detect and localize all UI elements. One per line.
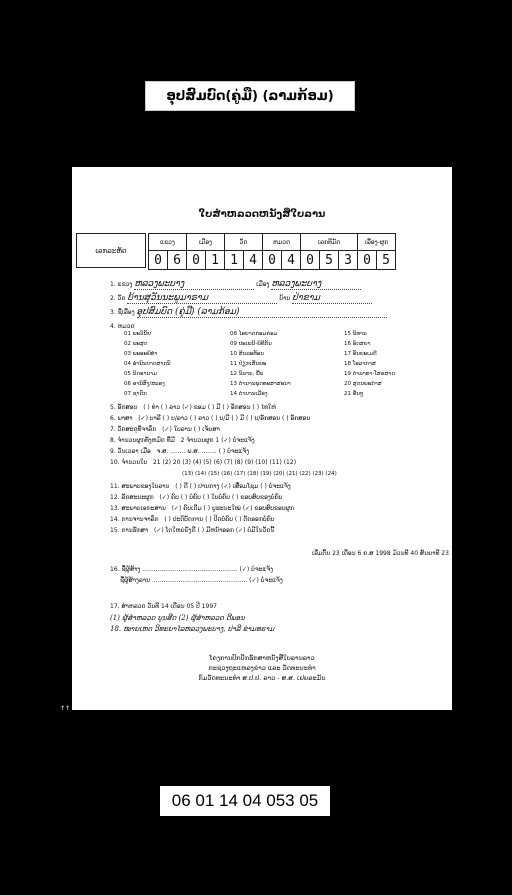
code-header: ຫມວດ — [263, 234, 301, 251]
category-item: 08 ໄອຍາດກ່ອມຄ່ອມ — [230, 331, 278, 337]
category-item: 19 ຕຳລາທາ-ໂສຣສາດ — [344, 371, 396, 377]
code-label: ເລກລະຫັດ — [76, 233, 146, 268]
code-digit: 4 — [244, 251, 263, 270]
temple-value: ບ້ານສຸວັນນະພູມາຣາມ — [127, 293, 277, 304]
code-digit: 0 — [149, 251, 168, 270]
category-item: 02 ພະສູດ — [124, 341, 148, 347]
field-province: 1. ແຂວງ ຫລວງພະບາງ ເມືອງ ຫລວງພະບາງ — [110, 279, 361, 290]
header-label: ອຸປສົມບົດ(ຄູ່ມື) (ລາມກ້ອມ) — [145, 81, 355, 111]
category-item: 01 ພະວິນັຍ — [124, 331, 151, 337]
field-surveyors: (1) ຜູ້ສຳຫລວດ ບຸນສີດ (2) ຜູ້ສຳຫລວດ ດີພອນ — [110, 614, 245, 622]
footer-line: ກົມວັດທະນະທຳ ສ.ປ.ປ. ລາວ - ສ.ສ. ເຢຍລະມັນ — [198, 674, 326, 682]
condition-row: 14. ການຈານຈາລຶກ ( ) ປະຕິບັດການ ( ) ປິດບໍ່ຄົບ ( ) ຕັດອອກບໍ່ຄົບ — [110, 516, 275, 523]
code-digit: 0 — [358, 251, 377, 270]
category-item: 11 ປ່ຽກເສັນພະ — [230, 361, 267, 367]
footer-line: ກະຊວງຖະແຫລງຂ່າວ ແລະ ວັດທະນະທຳ — [208, 664, 316, 672]
category-item: 15 ນິທານ — [344, 331, 367, 337]
category-item: 06 ອານິສົງ/ສລອງ — [124, 381, 165, 387]
condition-row: 15. ການຮັກສາ (✓) ໂຕໃຫຍ່ຍັງດີ ( ) ມີຫນ້າອອກ (✓) ບໍ່ມີໃນວັດນີ້ — [110, 527, 275, 534]
category-item: 10 ສິນລະທັອນ — [230, 351, 264, 357]
category-item: 14 ຕຳນານເມືອງ — [230, 391, 268, 397]
attribute-row: 9. ວັນເວລາ ເມື່ອ ຈ.ສ. ........ ພ.ສ. ........ ( ) ບໍ່ຈະແຈ້ງ — [110, 448, 249, 455]
category-item: 21 ອື່ນໆ — [344, 391, 364, 397]
field-temple: 2. ວັດ ບ້ານສຸວັນນະພູມາຣາມ ບ້ານ ປ່າຂາມ — [110, 293, 372, 304]
shelf-info: ເລີ່ມຕົ້ນ 23 ເດືອນ 6 ຄ.ສ 1998 ມ້ວນທີ 40 ສັນຍາທີ 23 — [312, 550, 449, 557]
field-creator-manuscript: ຊື່ຜູ້ສ້າງລານ .................................................. (✓) ບໍ່ຈະແຈ້ງ — [120, 577, 283, 584]
province-value: ຫລວງພະບາງ — [134, 279, 254, 290]
document-footer — [72, 653, 452, 683]
attribute-row: 10. ຈຳນວນໃບ 21 (2) 20 (3) (4) (5) (6) (7) (8) (9) (10) (11) (12) — [110, 459, 297, 466]
code-digit: 6 — [168, 251, 187, 270]
code-header: ເມືອງ — [187, 234, 225, 251]
field-creator: 16. ຊື່ຜູ້ສ້າງ .................................................. (✓) ບໍ່ຈະແຈ້ງ — [110, 566, 274, 573]
code-header: ເລື່ອງ-ຜູກ — [358, 234, 396, 251]
category-item: 07 ຊາດົກ — [124, 391, 147, 397]
field-title: 3. ຊື່ເລື່ອງ ອຸປສົມບົດ (ຄູ່ມື) (ລາມກ້ອມ) — [110, 307, 387, 318]
category-item: 04 ອຳນິນບາດສາກນ໌ — [124, 361, 171, 367]
category-item: 05 ນິດອານາມ — [124, 371, 157, 377]
category-item: 20 ສຸດນພະກຳສ — [344, 381, 382, 387]
category-item: 13 ຕຳນານພຸດທະສາສະນາ — [230, 381, 291, 387]
condition-row: 11. ສະພາບຂອງໃບລານ ( ) ດີ ( ) ປານກາງ (✓) ເສື່ອມໂຊມ ( ) ບໍ່ຈະແຈ້ງ — [110, 483, 291, 490]
attribute-row: 7. ວັດສະດຸທີ່ຈາລຶກ (✓) ໃບລານ ( ) ເຈ້ຍສາ — [110, 426, 220, 433]
code-table — [148, 233, 396, 270]
corner-mark: ↑↑ — [60, 705, 71, 712]
code-digit: 4 — [282, 251, 301, 270]
category-item: 03 ພະອະພິທຳ — [124, 351, 158, 357]
code-header: ເລກທີມັດ — [301, 234, 358, 251]
code-digit: 5 — [320, 251, 339, 270]
code-digit: 0 — [301, 251, 320, 270]
field-survey-date: 17. ສຳຫລວດ ວັນທີ 14 ເດືອນ 05 ປີ 1997 — [110, 603, 217, 610]
district-value: ຫລວງພະບາງ — [271, 279, 361, 290]
category-item: 17 ອັນຍະເມດີ — [344, 351, 377, 357]
bottom-code-label: 06 01 14 04 053 05 — [160, 786, 330, 816]
code-digit: 0 — [263, 251, 282, 270]
code-header: ແຂວງ — [149, 234, 187, 251]
category-item: 09 ປະເພນີ-ພິທີກັນ — [230, 341, 272, 347]
code-digit: 5 — [377, 251, 396, 270]
column-numbers: (13) (14) (15) (16) (17) (18) (19) (20) (21) (22) (23) (24) — [182, 471, 337, 477]
code-digit: 1 — [225, 251, 244, 270]
code-header: ວັດ — [225, 234, 263, 251]
category-heading: 4. ຫມວດ — [110, 323, 135, 330]
category-item: 12 ນິລານ, ພື້ນ — [230, 371, 264, 377]
attribute-row: 5. ອັກສອນ ( ) ທຳ ( ) ລາວ (✓) ຂອມ ( ) ມີ ( ) ອັກສອນ ( ) ໄທໃຫ່ — [110, 404, 277, 411]
code-digit: 0 — [187, 251, 206, 270]
category-item: 18 ໂອລາກາສ — [344, 361, 376, 367]
attribute-row: 6. ພາສາ (✓) ບາລີ ( ) ບ/ລາວ ( ) ລາວ ( ) ບ/ມີ ( ) ມີ ( ) ບ/ອັກສອນ ( ) ອັກສອນ — [110, 415, 311, 422]
code-digit: 1 — [206, 251, 225, 270]
document-title: ໃບສຳຫລວດຫນັງສືໃບລານ — [198, 209, 326, 220]
footer-line: ໂຄງການປົກປັກຮັກສາຫນັງສືໃບລານລາວ — [209, 654, 315, 662]
code-digit: 3 — [339, 251, 358, 270]
village-value: ປ່າຂາມ — [292, 293, 372, 304]
attribute-row: 8. ຈຳນວນຜູກທັງຫມົດ ທີ່ມີ 2 ຈຳນວນຜູກ 1 (✓) ບໍ່ຈະແຈ້ງ — [110, 437, 255, 444]
condition-row: 12. ລັກສະນະຜູກ (✓) ຄົບ ( ) ບໍ່ຄົບ ( ) ໃບບໍ່ຄົບ ( ) ຂອບສົບຂອງບໍ່ຄົບ — [110, 494, 283, 501]
title-value: ອຸປສົມບົດ (ຄູ່ມື) (ລາມກ້ອມ) — [137, 307, 387, 318]
survey-document — [72, 167, 452, 710]
condition-row: 13. ສະພາບເອກະສານ (✓) ຄົບເດີມ ( ) ບູຮະນະໃໝ່ (✓) ຂອບສົບຂອບຜູກ — [110, 505, 295, 512]
category-item: 16 ອິດສຍາ — [344, 341, 371, 347]
field-notes: 18. ໝາຍເຫດ ວິທະຍາໄລຫລວງພະບາງ, ປາລີ ຂ່າມທຣາມ — [110, 625, 275, 633]
